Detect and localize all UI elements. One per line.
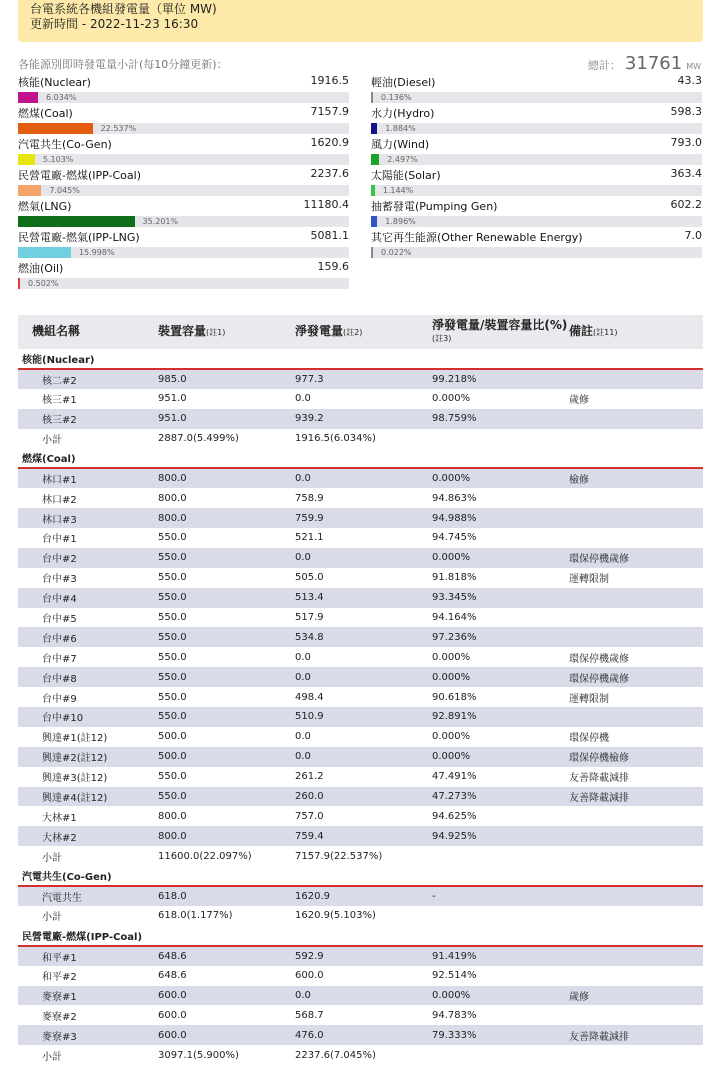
category-row (18, 866, 703, 886)
cell-remarks: 友善降載減排 (569, 1025, 703, 1045)
cell-capacity: 648.6 (158, 946, 295, 966)
source-percent: 1.144% (382, 186, 414, 195)
cell-net-output: 0.0 (295, 747, 432, 767)
source-value: 1916.5 (310, 74, 349, 87)
cell-net-output: 7157.9(22.537%) (295, 846, 432, 866)
cell-net-output: 517.9 (295, 608, 432, 628)
cell-ratio: 94.164% (432, 608, 569, 628)
source-item (371, 136, 702, 166)
cell-ratio: 0.000% (432, 747, 569, 767)
source-name: 燃油(Oil) (18, 262, 64, 275)
cell-remarks (569, 608, 703, 628)
cell-capacity: 550.0 (158, 588, 295, 608)
total-label: 總計： (587, 59, 621, 72)
cell-ratio: 92.891% (432, 707, 569, 727)
source-percent: 0.502% (28, 279, 59, 288)
source-name: 核能(Nuclear) (18, 76, 91, 89)
cell-net-output: 510.9 (295, 707, 432, 727)
source-percent: 2.497% (387, 155, 418, 164)
cell-remarks (569, 528, 703, 548)
cell-ratio: 98.759% (432, 409, 569, 429)
source-item (18, 136, 349, 166)
cell-net-output: 521.1 (295, 528, 432, 548)
source-bar-fill (371, 216, 377, 227)
source-name: 太陽能(Solar) (371, 169, 441, 182)
source-bar-track (18, 123, 349, 134)
cell-net-output: 592.9 (295, 946, 432, 966)
cell-net-output: 0.0 (295, 986, 432, 1006)
cell-remarks: 環保停機 (569, 727, 703, 747)
unit-table (18, 315, 703, 1065)
cell-unit-name: 台中#6 (18, 627, 158, 647)
source-value: 793.0 (670, 136, 702, 149)
cell-remarks (569, 409, 703, 429)
table-row (18, 946, 703, 966)
source-item (18, 105, 349, 135)
cell-unit-name: 大林#1 (18, 806, 158, 826)
cell-capacity: 951.0 (158, 389, 295, 409)
category-label: 燃煤(Coal) (18, 448, 703, 468)
cell-remarks: 運轉限制 (569, 687, 703, 707)
cell-capacity: 648.6 (158, 966, 295, 986)
cell-capacity: 550.0 (158, 627, 295, 647)
cell-ratio (432, 429, 569, 449)
table-row (18, 389, 703, 409)
category-row (18, 926, 703, 946)
source-bar-track (371, 92, 702, 103)
table-row (18, 369, 703, 389)
cell-net-output: 0.0 (295, 548, 432, 568)
cell-capacity: 500.0 (158, 747, 295, 767)
table-row (18, 727, 703, 747)
source-bar-fill (18, 123, 93, 134)
cell-remarks: 歲修 (569, 389, 703, 409)
cell-unit-name: 核三#1 (18, 389, 158, 409)
table-row (18, 468, 703, 488)
source-bar-track (371, 123, 702, 134)
cell-ratio: 79.333% (432, 1025, 569, 1045)
cell-ratio: 90.618% (432, 687, 569, 707)
source-value: 11180.4 (303, 198, 349, 211)
cell-unit-name: 小計 (18, 429, 158, 449)
cell-unit-name: 台中#5 (18, 608, 158, 628)
cell-ratio: 94.925% (432, 826, 569, 846)
source-percent: 35.201% (142, 217, 179, 226)
source-bar-track (18, 247, 349, 258)
table-row (18, 846, 703, 866)
cell-net-output: 600.0 (295, 966, 432, 986)
cell-remarks (569, 588, 703, 608)
source-name: 汽電共生(Co-Gen) (18, 138, 112, 151)
cell-net-output: 1916.5(6.034%) (295, 429, 432, 449)
cell-net-output: 498.4 (295, 687, 432, 707)
source-bar-track (18, 278, 349, 289)
source-value: 2237.6 (310, 167, 349, 180)
table-row (18, 608, 703, 628)
cell-capacity: 600.0 (158, 986, 295, 1006)
table-row (18, 488, 703, 508)
cell-remarks (569, 846, 703, 866)
cell-net-output: 568.7 (295, 1005, 432, 1025)
cell-unit-name: 小計 (18, 1045, 158, 1065)
source-item (18, 229, 349, 259)
table-row (18, 707, 703, 727)
header-unit-name[interactable]: 機組名稱 (32, 324, 81, 338)
cell-unit-name: 汽電共生 (18, 886, 158, 906)
cell-capacity: 550.0 (158, 528, 295, 548)
cell-remarks (569, 1045, 703, 1065)
cell-unit-name: 麥寮#2 (18, 1005, 158, 1025)
cell-net-output: 759.9 (295, 508, 432, 528)
cell-unit-name: 林口#1 (18, 468, 158, 488)
cell-capacity: 600.0 (158, 1005, 295, 1025)
table-row (18, 826, 703, 846)
cell-net-output: 0.0 (295, 727, 432, 747)
cell-unit-name: 台中#9 (18, 687, 158, 707)
table-row (18, 886, 703, 906)
source-value: 5081.1 (310, 229, 349, 242)
cell-net-output: 260.0 (295, 787, 432, 807)
cell-net-output: 759.4 (295, 826, 432, 846)
cell-capacity: 500.0 (158, 727, 295, 747)
cell-unit-name: 麥寮#1 (18, 986, 158, 1006)
category-label: 核能(Nuclear) (18, 349, 703, 369)
cell-capacity: 600.0 (158, 1025, 295, 1045)
cell-capacity: 800.0 (158, 468, 295, 488)
source-item (18, 198, 349, 228)
cell-capacity: 3097.1(5.900%) (158, 1045, 295, 1065)
header-ratio[interactable]: 淨發電量/裝置容量比(%)(註3) (432, 318, 568, 343)
cell-remarks (569, 1005, 703, 1025)
source-bar-track (371, 154, 702, 165)
cell-remarks (569, 946, 703, 966)
cell-unit-name: 林口#3 (18, 508, 158, 528)
source-item (18, 74, 349, 104)
total-value: 31761 (624, 53, 683, 74)
category-row (18, 448, 703, 468)
cell-net-output: 757.0 (295, 806, 432, 826)
source-bar-fill (371, 247, 373, 258)
cell-unit-name: 和平#2 (18, 966, 158, 986)
source-percent: 22.537% (100, 124, 137, 133)
cell-capacity: 800.0 (158, 508, 295, 528)
cell-net-output: 0.0 (295, 468, 432, 488)
cell-ratio: 91.419% (432, 946, 569, 966)
source-name: 燃煤(Coal) (18, 107, 73, 120)
table-row (18, 667, 703, 687)
source-value: 602.2 (670, 198, 702, 211)
cell-remarks: 檢修 (569, 468, 703, 488)
cell-remarks (569, 369, 703, 389)
source-bar-fill (18, 216, 135, 227)
source-value: 598.3 (670, 105, 702, 118)
table-row (18, 966, 703, 986)
source-value: 43.3 (677, 74, 702, 87)
cell-net-output: 939.2 (295, 409, 432, 429)
cell-unit-name: 核二#2 (18, 369, 158, 389)
cell-ratio: 0.000% (432, 468, 569, 488)
cell-ratio: 94.783% (432, 1005, 569, 1025)
cell-ratio (432, 906, 569, 926)
cell-unit-name: 麥寮#3 (18, 1025, 158, 1045)
table-body (18, 349, 703, 1065)
source-name: 輕油(Diesel) (371, 76, 436, 89)
cell-unit-name: 小計 (18, 906, 158, 926)
cell-remarks (569, 707, 703, 727)
source-bar-fill (18, 247, 71, 258)
source-name: 抽蓄發電(Pumping Gen) (371, 200, 498, 213)
page-title: 台電系統各機組發電量（單位 MW) (30, 2, 217, 16)
cell-ratio (432, 846, 569, 866)
cell-capacity: 550.0 (158, 608, 295, 628)
table-row (18, 787, 703, 807)
table-row (18, 687, 703, 707)
cell-net-output: 261.2 (295, 767, 432, 787)
source-percent: 15.998% (78, 248, 115, 257)
total-unit: MW (686, 62, 701, 71)
cell-unit-name: 林口#2 (18, 488, 158, 508)
cell-capacity: 951.0 (158, 409, 295, 429)
total-output (588, 53, 701, 74)
source-percent: 1.896% (385, 217, 416, 226)
page-header (18, 0, 703, 42)
cell-remarks: 友善降載減排 (569, 767, 703, 787)
table-header-row (18, 315, 703, 349)
source-name: 水力(Hydro) (371, 107, 435, 120)
source-value: 7.0 (684, 229, 702, 242)
source-bar-fill (18, 154, 35, 165)
cell-ratio: 94.625% (432, 806, 569, 826)
table-row (18, 767, 703, 787)
source-bar-track (371, 247, 702, 258)
source-name: 民營電廠-燃煤(IPP-Coal) (18, 169, 141, 182)
source-item (371, 198, 702, 228)
cell-remarks (569, 966, 703, 986)
table-row (18, 627, 703, 647)
cell-ratio: 94.863% (432, 488, 569, 508)
cell-unit-name: 核三#2 (18, 409, 158, 429)
source-item (18, 167, 349, 197)
cell-unit-name: 興達#4(註12) (18, 787, 158, 807)
cell-ratio: 92.514% (432, 966, 569, 986)
cell-net-output: 0.0 (295, 667, 432, 687)
cell-unit-name: 興達#1(註12) (18, 727, 158, 747)
cell-capacity: 985.0 (158, 369, 295, 389)
table-row (18, 986, 703, 1006)
cell-net-output: 1620.9(5.103%) (295, 906, 432, 926)
cell-remarks (569, 488, 703, 508)
cell-unit-name: 台中#7 (18, 647, 158, 667)
source-bar-track (371, 185, 702, 196)
cell-ratio: 0.000% (432, 986, 569, 1006)
cell-unit-name: 台中#10 (18, 707, 158, 727)
source-percent: 7.045% (49, 186, 80, 195)
cell-unit-name: 台中#3 (18, 568, 158, 588)
cell-capacity: 550.0 (158, 647, 295, 667)
cell-net-output: 977.3 (295, 369, 432, 389)
unit-table-wrap (18, 315, 703, 1065)
cell-ratio: 0.000% (432, 727, 569, 747)
cell-ratio: 94.988% (432, 508, 569, 528)
cell-unit-name: 和平#1 (18, 946, 158, 966)
cell-net-output: 505.0 (295, 568, 432, 588)
cell-net-output: 476.0 (295, 1025, 432, 1045)
cell-unit-name: 台中#8 (18, 667, 158, 687)
table-row (18, 568, 703, 588)
source-bar-fill (18, 185, 41, 196)
cell-net-output: 2237.6(7.045%) (295, 1045, 432, 1065)
cell-remarks: 環保停機檢修 (569, 747, 703, 767)
table-row (18, 647, 703, 667)
cell-net-output: 758.9 (295, 488, 432, 508)
source-percent: 0.136% (381, 93, 412, 102)
cell-net-output: 513.4 (295, 588, 432, 608)
source-bar-track (371, 216, 702, 227)
cell-ratio: 99.218% (432, 369, 569, 389)
cell-remarks: 友善降載減排 (569, 787, 703, 807)
cell-net-output: 534.8 (295, 627, 432, 647)
source-bar-fill (18, 278, 20, 289)
source-value: 7157.9 (310, 105, 349, 118)
cell-capacity: 800.0 (158, 826, 295, 846)
cell-capacity: 618.0(1.177%) (158, 906, 295, 926)
cell-remarks: 環保停機歲修 (569, 667, 703, 687)
source-bar-fill (371, 154, 379, 165)
cell-remarks: 歲修 (569, 986, 703, 1006)
cell-capacity: 550.0 (158, 707, 295, 727)
table-row (18, 906, 703, 926)
source-item (18, 260, 349, 290)
table-row (18, 747, 703, 767)
cell-ratio: 0.000% (432, 389, 569, 409)
source-percent: 5.103% (42, 155, 74, 164)
cell-capacity: 550.0 (158, 548, 295, 568)
table-row (18, 1045, 703, 1065)
cell-capacity: 2887.0(5.499%) (158, 429, 295, 449)
header-remarks[interactable]: 備註(註11) (569, 324, 618, 338)
source-bar-track (18, 216, 349, 227)
cell-remarks: 環保停機歲修 (569, 647, 703, 667)
cell-capacity: 550.0 (158, 667, 295, 687)
table-row (18, 1025, 703, 1045)
cell-ratio: 97.236% (432, 627, 569, 647)
source-percent: 0.022% (381, 248, 412, 257)
cell-ratio: 47.491% (432, 767, 569, 787)
source-name: 燃氣(LNG) (18, 200, 72, 213)
table-row (18, 409, 703, 429)
cell-ratio: - (432, 886, 569, 906)
cell-unit-name: 興達#3(註12) (18, 767, 158, 787)
cell-ratio: 0.000% (432, 548, 569, 568)
header-capacity[interactable]: 裝置容量(註1) (158, 324, 226, 338)
source-percent: 6.034% (45, 93, 77, 102)
cell-ratio: 0.000% (432, 667, 569, 687)
source-value: 363.4 (670, 167, 702, 180)
table-row (18, 548, 703, 568)
cell-remarks (569, 806, 703, 826)
cell-unit-name: 台中#2 (18, 548, 158, 568)
cell-ratio: 0.000% (432, 647, 569, 667)
energy-summary (18, 53, 703, 293)
cell-capacity: 550.0 (158, 787, 295, 807)
cell-ratio: 91.818% (432, 568, 569, 588)
cell-remarks: 環保停機歲修 (569, 548, 703, 568)
source-name: 民營電廠-燃氣(IPP-LNG) (18, 231, 140, 244)
source-percent: 1.884% (385, 124, 416, 133)
table-row (18, 429, 703, 449)
cell-remarks (569, 906, 703, 926)
source-bar-fill (18, 92, 38, 103)
cell-net-output: 1620.9 (295, 886, 432, 906)
table-row (18, 1005, 703, 1025)
cell-unit-name: 興達#2(註12) (18, 747, 158, 767)
source-bar-fill (371, 185, 375, 196)
source-item (371, 229, 702, 259)
cell-net-output: 0.0 (295, 647, 432, 667)
cell-unit-name: 台中#1 (18, 528, 158, 548)
cell-capacity: 550.0 (158, 687, 295, 707)
cell-unit-name: 台中#4 (18, 588, 158, 608)
source-item (371, 105, 702, 135)
table-row (18, 588, 703, 608)
source-bar-fill (371, 123, 377, 134)
table-row (18, 508, 703, 528)
cell-remarks (569, 429, 703, 449)
cell-remarks (569, 826, 703, 846)
source-name: 風力(Wind) (371, 138, 430, 151)
cell-capacity: 11600.0(22.097%) (158, 846, 295, 866)
source-item (371, 167, 702, 197)
source-value: 1620.9 (310, 136, 349, 149)
cell-net-output: 0.0 (295, 389, 432, 409)
source-item (371, 74, 702, 104)
cell-remarks (569, 886, 703, 906)
cell-capacity: 550.0 (158, 568, 295, 588)
table-row (18, 528, 703, 548)
cell-capacity: 550.0 (158, 767, 295, 787)
header-net-output[interactable]: 淨發電量(註2) (295, 324, 363, 338)
cell-ratio: 94.745% (432, 528, 569, 548)
cell-capacity: 800.0 (158, 488, 295, 508)
cell-remarks (569, 508, 703, 528)
category-label: 汽電共生(Co-Gen) (18, 866, 703, 886)
category-row (18, 349, 703, 369)
cell-remarks (569, 627, 703, 647)
source-bar-fill (371, 92, 373, 103)
cell-unit-name: 小計 (18, 846, 158, 866)
table-row (18, 806, 703, 826)
source-value: 159.6 (317, 260, 349, 273)
summary-caption: 各能源別即時發電量小計(每10分鐘更新)： (18, 58, 228, 71)
cell-unit-name: 大林#2 (18, 826, 158, 846)
cell-ratio: 93.345% (432, 588, 569, 608)
cell-capacity: 618.0 (158, 886, 295, 906)
update-time: 更新時間 - 2022-11-23 16:30 (30, 17, 199, 31)
cell-capacity: 800.0 (158, 806, 295, 826)
cell-remarks: 運轉限制 (569, 568, 703, 588)
cell-ratio: 47.273% (432, 787, 569, 807)
cell-ratio (432, 1045, 569, 1065)
source-name: 其它再生能源(Other Renewable Energy) (371, 231, 583, 244)
category-label: 民營電廠-燃煤(IPP-Coal) (18, 926, 703, 946)
